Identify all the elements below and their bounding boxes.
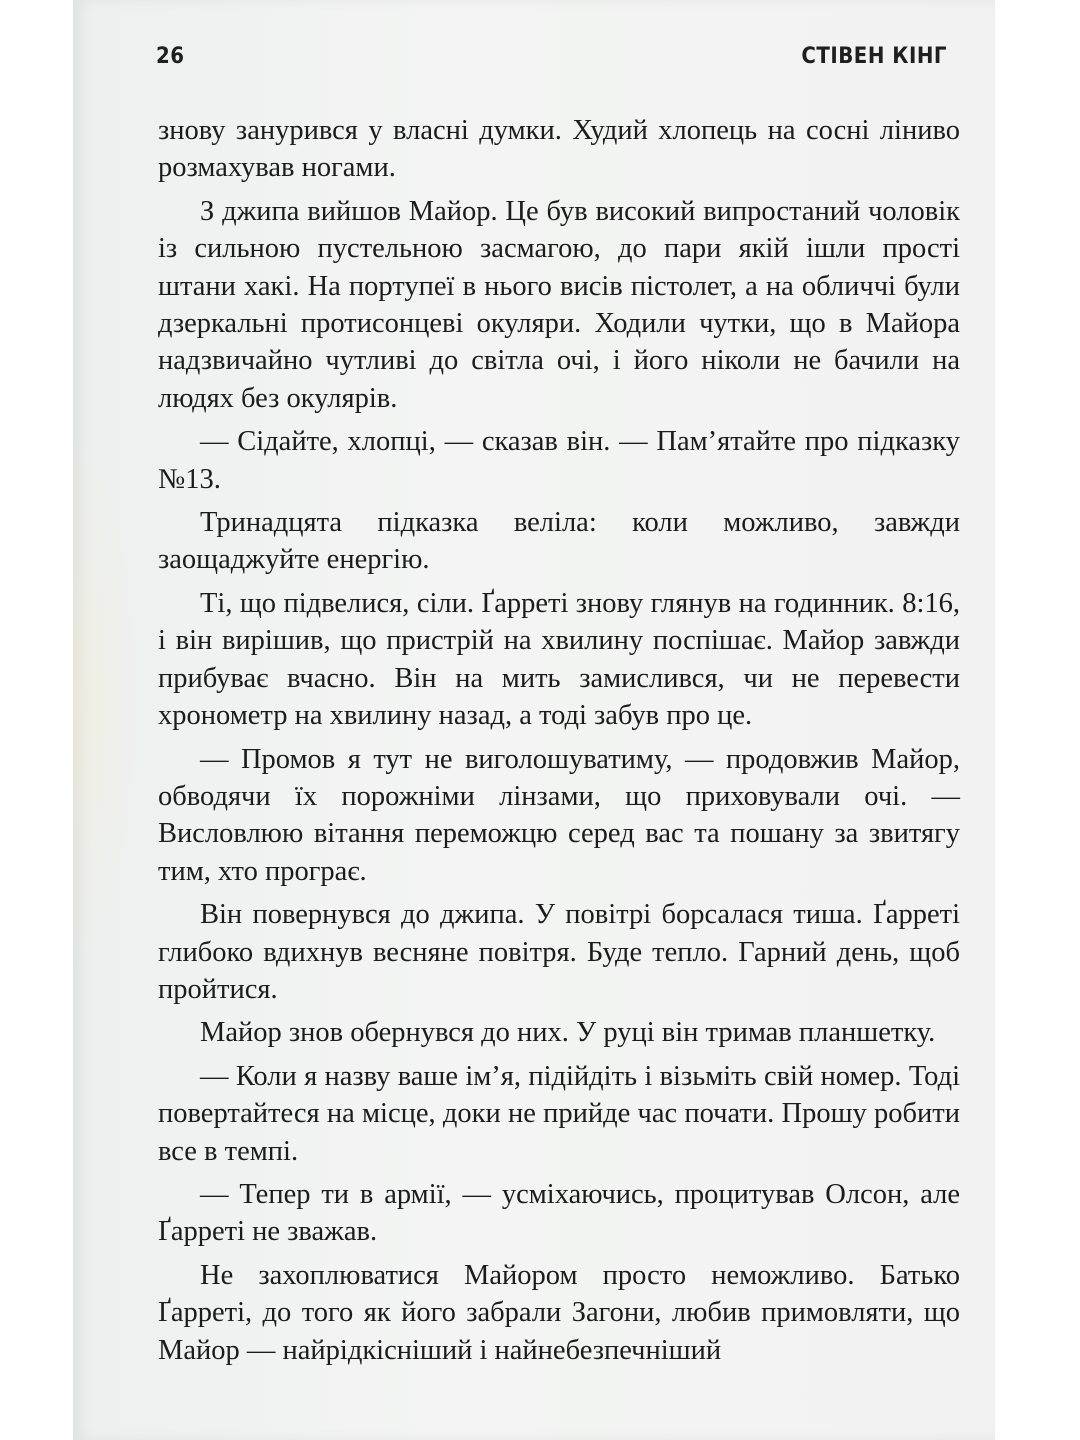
paragraph-8: Майор знов обернувся до них. У руці він тримав планшетку. [200,1017,936,1049]
page-stain [73,420,143,980]
paragraph-5: Ті, що підвелися, сіли. Ґарреті знову глянув на годинник. 8:16, і він вирішив, що пристрій на хвилину поспішає. Майор завжди прибуває вчасно. Він на мить замислився, чи не перевести хронометр на хвилину назад, а тоді забув про це. [158,587,960,732]
page-header [73,44,995,78]
paragraph-3: — Сідайте, хлопці, — сказав він. — Пам’ятайте про підказку №13. [158,426,960,495]
paragraph-1: знову занурився у власні думки. Худий хлопець на сосні ліниво розмахував ногами. [158,115,960,184]
paragraph-11: Не захоплюватися Майором просто неможливо. Батько Ґарреті, до того як його забрали Загони, любив примовляти, що Майор — найрідкісніший і найнебезпечніший [158,1259,960,1366]
paragraph-7: Він повернувся до джипа. У повітрі борсалася тиша. Ґарреті глибоко вдихнув весняне повітря. Буде тепло. Гарний день, щоб пройтися. [158,899,960,1005]
book-page [73,0,995,1440]
paragraph-10: — Тепер ти в армії, — усміхаючись, процитував Олсон, але Ґарреті не зважав. [158,1178,960,1248]
paragraph-6: — Промов я тут не виголошуватиму, — продовжив Майор, обводячи їх порожніми лінзами, що приховували очі. — Висловлюю вітання переможцю серед вас та пошану за звитягу тим, хто програє. [158,743,960,887]
paragraph-4: Тринадцята підказка веліла: коли можливо, завжди заощаджуйте енергію. [158,507,960,576]
running-head: СТІВЕН КІНГ [801,44,947,69]
paragraph-9: — Коли я назву ваше ім’я, підійдіть і візьміть свій номер. Тоді повертайтеся на місце, доки не прийде час почати. Прошу робити все в темпі. [158,1060,960,1167]
page-number: 26 [156,44,185,69]
body-text [158,112,960,1375]
paragraph-2: З джипа вийшов Майор. Це був високий випростаний чоловік із сильною пустельною засмагою, до пари якій ішли прості штани хакі. На портупеї в нього висів пістолет, а на обличчі були дзеркальні протисонцеві окуляри. Ходили чутки, що в Майора надзвичайно чутливі до світла очі, і його ніколи не бачили на людях без окулярів. [158,195,960,414]
